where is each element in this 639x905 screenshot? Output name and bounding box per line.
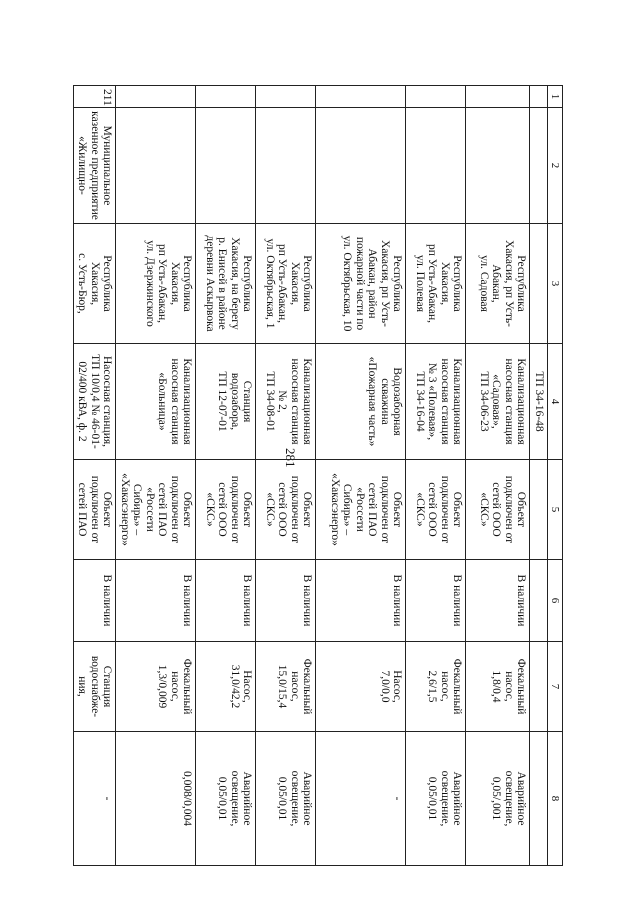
table-cell-col-8 <box>530 732 548 866</box>
table-cell-col-7: Станция водоснабже- ния, <box>74 642 117 732</box>
table-cell-col-3 <box>530 224 548 344</box>
table-cell-col-3: Республика Хакасия, рп Усть-Абакан, ул. Октябрьская, 1 <box>256 224 316 344</box>
row-oktyabrskaya-1 <box>256 86 316 866</box>
table-cell-col-6: В наличии <box>406 560 466 642</box>
table-cell-col-4: ТП 34-16-48 <box>530 344 548 460</box>
table-cell-col-6: В наличии <box>256 560 316 642</box>
table-cell-col-2 <box>316 108 406 224</box>
row-polevaya <box>406 86 466 866</box>
table-cell-col-6: В наличии <box>116 560 196 642</box>
row-tp-34-16-48 <box>530 86 548 866</box>
table-cell-col-8: - <box>316 732 406 866</box>
table-cell-col-5: Объект подключен от сетей ПАО <box>74 460 117 560</box>
table-cell-col-1 <box>116 86 196 108</box>
table-cell-col-3: Республика Хакасия, с. Усть-Бюр, <box>74 224 117 344</box>
table-cell-col-8: - <box>74 732 117 866</box>
table-cell-col-5: Объект подключен от сетей ООО «СКС» <box>196 460 256 560</box>
header-row <box>548 86 563 866</box>
row-bolnitsa <box>116 86 196 866</box>
table-cell-col-7 <box>530 642 548 732</box>
table-cell-col-5 <box>530 460 548 560</box>
table-cell-col-2 <box>530 108 548 224</box>
table-cell-col-8: Аварийное освещение, 0,05/,001 <box>466 732 530 866</box>
table-cell-col-2 <box>256 108 316 224</box>
table-cell-col-3: Республика Хакасия, на берегу р. Енисей в районе деревни Аскырвока <box>196 224 256 344</box>
table-cell-col-5: Объект подключен от сетей ПАО «Россети Сибирь» – «Хакасэнерго» <box>316 460 406 560</box>
table-cell-col-1 <box>316 86 406 108</box>
table-cell-col-6: В наличии <box>316 560 406 642</box>
table-cell-col-7: Фекальный насос, 1,8/0,4 <box>466 642 530 732</box>
row-pozharnaya-chast <box>316 86 406 866</box>
table-cell-col-5: Объект подключен от сетей ПАО «Россети Сибирь» – «Хакасэнерго» <box>116 460 196 560</box>
table-cell-col-1 <box>196 86 256 108</box>
header-cell-8: 8 <box>548 732 563 866</box>
table-cell-col-3: Республика Хакасия, рп Усть-Абакан, ул. Дзержинского <box>116 224 196 344</box>
table-cell-col-2 <box>406 108 466 224</box>
page-number: 281 <box>283 448 298 468</box>
table-cell-col-7: Фекальный насос, 2,6/1,5 <box>406 642 466 732</box>
table-cell-col-5: Объект подключен от сетей ООО «СКС» <box>406 460 466 560</box>
table-cell-col-2 <box>116 108 196 224</box>
table-cell-col-8: 0,008/0,004 <box>116 732 196 866</box>
table-cell-col-1 <box>530 86 548 108</box>
table-cell-col-6: В наличии <box>466 560 530 642</box>
table-cell-col-7: Насос, 7,0/0,0 <box>316 642 406 732</box>
header-cell-2: 2 <box>548 108 563 224</box>
table-cell-col-4: Станция водозабора, ТП 12-07-01 <box>196 344 256 460</box>
table-cell-col-7: Насос, 31,0/42,2 <box>196 642 256 732</box>
table-cell-col-4: Насосная станция, ТП 10/0,4 № 46-01- 02/400 кВА, ф. 2 <box>74 344 117 460</box>
table-cell-col-2 <box>466 108 530 224</box>
table-cell-col-7: Фекальный насос, 15,0/15,4 <box>256 642 316 732</box>
table-cell-col-5: Объект подключен от сетей ООО «СКС» <box>466 460 530 560</box>
header-cell-3: 3 <box>548 224 563 344</box>
table-cell-col-4: Канализационная насосная станция «Садовая», ТП 34-06-23 <box>466 344 530 460</box>
data-table <box>73 85 563 866</box>
row-sadovaya <box>466 86 530 866</box>
table-cell-col-4: Канализационная насосная станция № 2, ТП 34-08-01 <box>256 344 316 460</box>
header-cell-5: 5 <box>548 460 563 560</box>
table-cell-col-6: В наличии <box>74 560 117 642</box>
table-body <box>74 86 548 866</box>
table-cell-col-4: Канализационная насосная станция «Больница» <box>116 344 196 460</box>
table-container <box>76 85 563 865</box>
table-cell-col-7: Фекальный насос, 1,3/0,009 <box>116 642 196 732</box>
table-cell-col-4: Канализационная насосная станция № 3 «Полевая», ТП 34-16-04 <box>406 344 466 460</box>
table-cell-col-4: Водозаборная скважина «Пожарная часть» <box>316 344 406 460</box>
table-cell-col-1 <box>256 86 316 108</box>
row-211 <box>74 86 117 866</box>
header-cell-6: 6 <box>548 560 563 642</box>
table-cell-col-3: Республика Хакасия, рп Усть- Абакан, район пожарной части по ул. Октябрьская, 10 <box>316 224 406 344</box>
table-cell-col-1 <box>466 86 530 108</box>
table-cell-col-2: Муниципальное казенное предприятие «Жилищно- <box>74 108 117 224</box>
table-cell-col-1: 211 <box>74 86 117 108</box>
table-cell-col-5: Объект подключен от сетей ООО «СКС» <box>256 460 316 560</box>
header-cell-1: 1 <box>548 86 563 108</box>
table-cell-col-8: Аварийное освещение, 0,05/0,01 <box>196 732 256 866</box>
header-cell-4: 4 <box>548 344 563 460</box>
table-cell-col-3: Республика Хакасия, рп Усть-Абакан, ул. Полевая <box>406 224 466 344</box>
table-cell-col-6 <box>530 560 548 642</box>
header-cell-7: 7 <box>548 642 563 732</box>
table-cell-col-8: Аварийное освещение, 0,05/0,01 <box>406 732 466 866</box>
table-cell-col-1 <box>406 86 466 108</box>
table-cell-col-2 <box>196 108 256 224</box>
table-cell-col-6: В наличии <box>196 560 256 642</box>
table-cell-col-8: Аварийное освещение, 0,05/0,01 <box>256 732 316 866</box>
table-cell-col-3: Республика Хакасия, рп Усть- Абакан, ул. Садовая <box>466 224 530 344</box>
row-vodozabor <box>196 86 256 866</box>
